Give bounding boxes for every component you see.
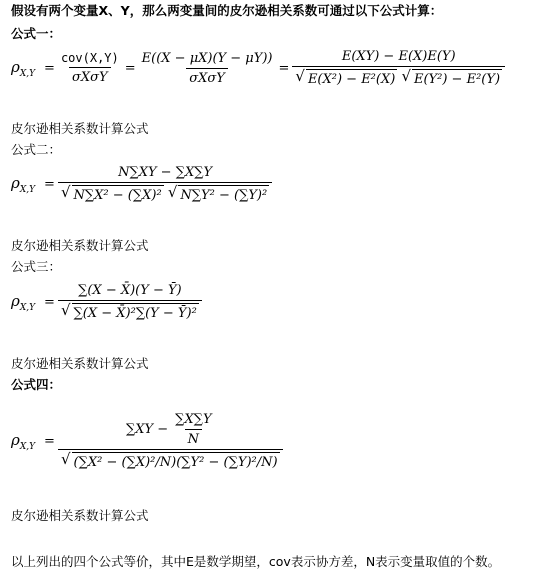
f1-moment-numerator: E(XY) − E(X)E(Y) xyxy=(341,49,456,64)
formula-1-label: 公式一： xyxy=(11,26,62,41)
rho-symbol: $\rho_{X,Y}$ xyxy=(11,173,36,195)
pearson-caption-4: 皮尔逊相关系数计算公式 xyxy=(11,508,149,523)
f2-sqrt-left: N∑X² − (∑X)² xyxy=(72,185,164,203)
f4-fraction xyxy=(58,412,283,470)
f2-fraction xyxy=(58,165,272,203)
f1-sqrt-left: E(X²) − E²(X) xyxy=(306,69,397,87)
f3-sqrt: ∑(X − X̄)²∑(Y − Ȳ)² xyxy=(72,303,199,321)
f4-inner-bottom: N xyxy=(185,429,202,447)
formula-1: $\rho_{X,Y}$ = $\frac{\text{cov(X,Y)}}{\text{σXσY}}$ = $\frac{E((X - \mu X)(Y - \mu Y))}{\text{σXσY}}$ = E(XY) − E(X)E(Y) √ E(X²) − E²(X) √ E(Y²) − E²(Y) xyxy=(11,46,505,90)
pearson-caption-2: 皮尔逊相关系数计算公式 xyxy=(11,238,149,253)
f4-numerator-left: ∑XY − xyxy=(125,422,169,437)
f4-numerator xyxy=(123,412,218,449)
f4-inner-top: ∑X∑Y xyxy=(175,412,212,427)
f1-sigma-denominator-2: σXσY xyxy=(186,68,228,86)
f1-cov-fraction xyxy=(58,51,122,85)
f3-numerator: ∑(X − X̄)(Y − Ȳ) xyxy=(78,283,182,298)
formula-3: $\rho_{X,Y}$ = ∑(X − X̄)(Y − Ȳ) √ ∑(X − X̄)²∑(Y − Ȳ)² xyxy=(11,276,202,328)
conclusion-text: 以上列出的四个公式等价，其中E是数学期望，cov表示协方差，N表示变量取值的个数。 xyxy=(11,554,501,569)
formula-3-label: 公式三： xyxy=(11,259,62,274)
f1-expectation-numerator: E((X − μX)(Y − μY)) xyxy=(141,50,273,66)
formula-4: $\rho_{X,Y}$ = ∑XY − $\frac{\sum X\sum Y}{N}$ √ (∑X² − (∑X)²/N)(∑Y² − (∑Y)²/N) xyxy=(11,398,283,484)
formula-2-label: 公式二： xyxy=(11,142,62,157)
f1-moment-denominator: √ E(X²) − E²(X) √ E(Y²) − E²(Y) xyxy=(292,66,505,87)
f2-numerator: N∑XY − ∑X∑Y xyxy=(118,165,213,180)
f1-moment-fraction xyxy=(292,49,505,87)
pearson-caption-3: 皮尔逊相关系数计算公式 xyxy=(11,356,149,371)
rho-symbol: $\rho_{X,Y}$ xyxy=(11,430,36,452)
f2-sqrt-right: N∑Y² − (∑Y)² xyxy=(178,185,269,203)
rho-symbol: $\rho_{X,Y}$ xyxy=(11,291,36,313)
pearson-caption-1: 皮尔逊相关系数计算公式 xyxy=(11,121,149,136)
intro-text: 假设有两个变量X、Y，那么两变量间的皮尔逊相关系数可通过以下公式计算： xyxy=(11,3,443,18)
f2-denominator: √ N∑X² − (∑X)² √ N∑Y² − (∑Y)² xyxy=(58,182,272,203)
f1-cov-numerator: cov(X,Y) xyxy=(60,51,119,65)
rho-symbol: $\rho_{X,Y}$ xyxy=(11,57,36,79)
f4-denominator: √ (∑X² − (∑X)²/N)(∑Y² − (∑Y)²/N) xyxy=(58,449,283,470)
formula-2: $\rho_{X,Y}$ = N∑XY − ∑X∑Y √ N∑X² − (∑X)² √ N∑Y² − (∑Y)² xyxy=(11,160,272,208)
f1-sqrt-right: E(Y²) − E²(Y) xyxy=(412,69,502,87)
formula-4-label: 公式四： xyxy=(11,377,62,392)
f4-inner-fraction xyxy=(172,412,214,447)
f3-fraction xyxy=(58,283,202,321)
f1-expectation-fraction xyxy=(139,51,276,86)
f3-denominator: √ ∑(X − X̄)²∑(Y − Ȳ)² xyxy=(58,300,202,321)
f1-sigma-denominator: σXσY xyxy=(69,67,111,85)
f4-sqrt: (∑X² − (∑X)²/N)(∑Y² − (∑Y)²/N) xyxy=(72,452,280,470)
